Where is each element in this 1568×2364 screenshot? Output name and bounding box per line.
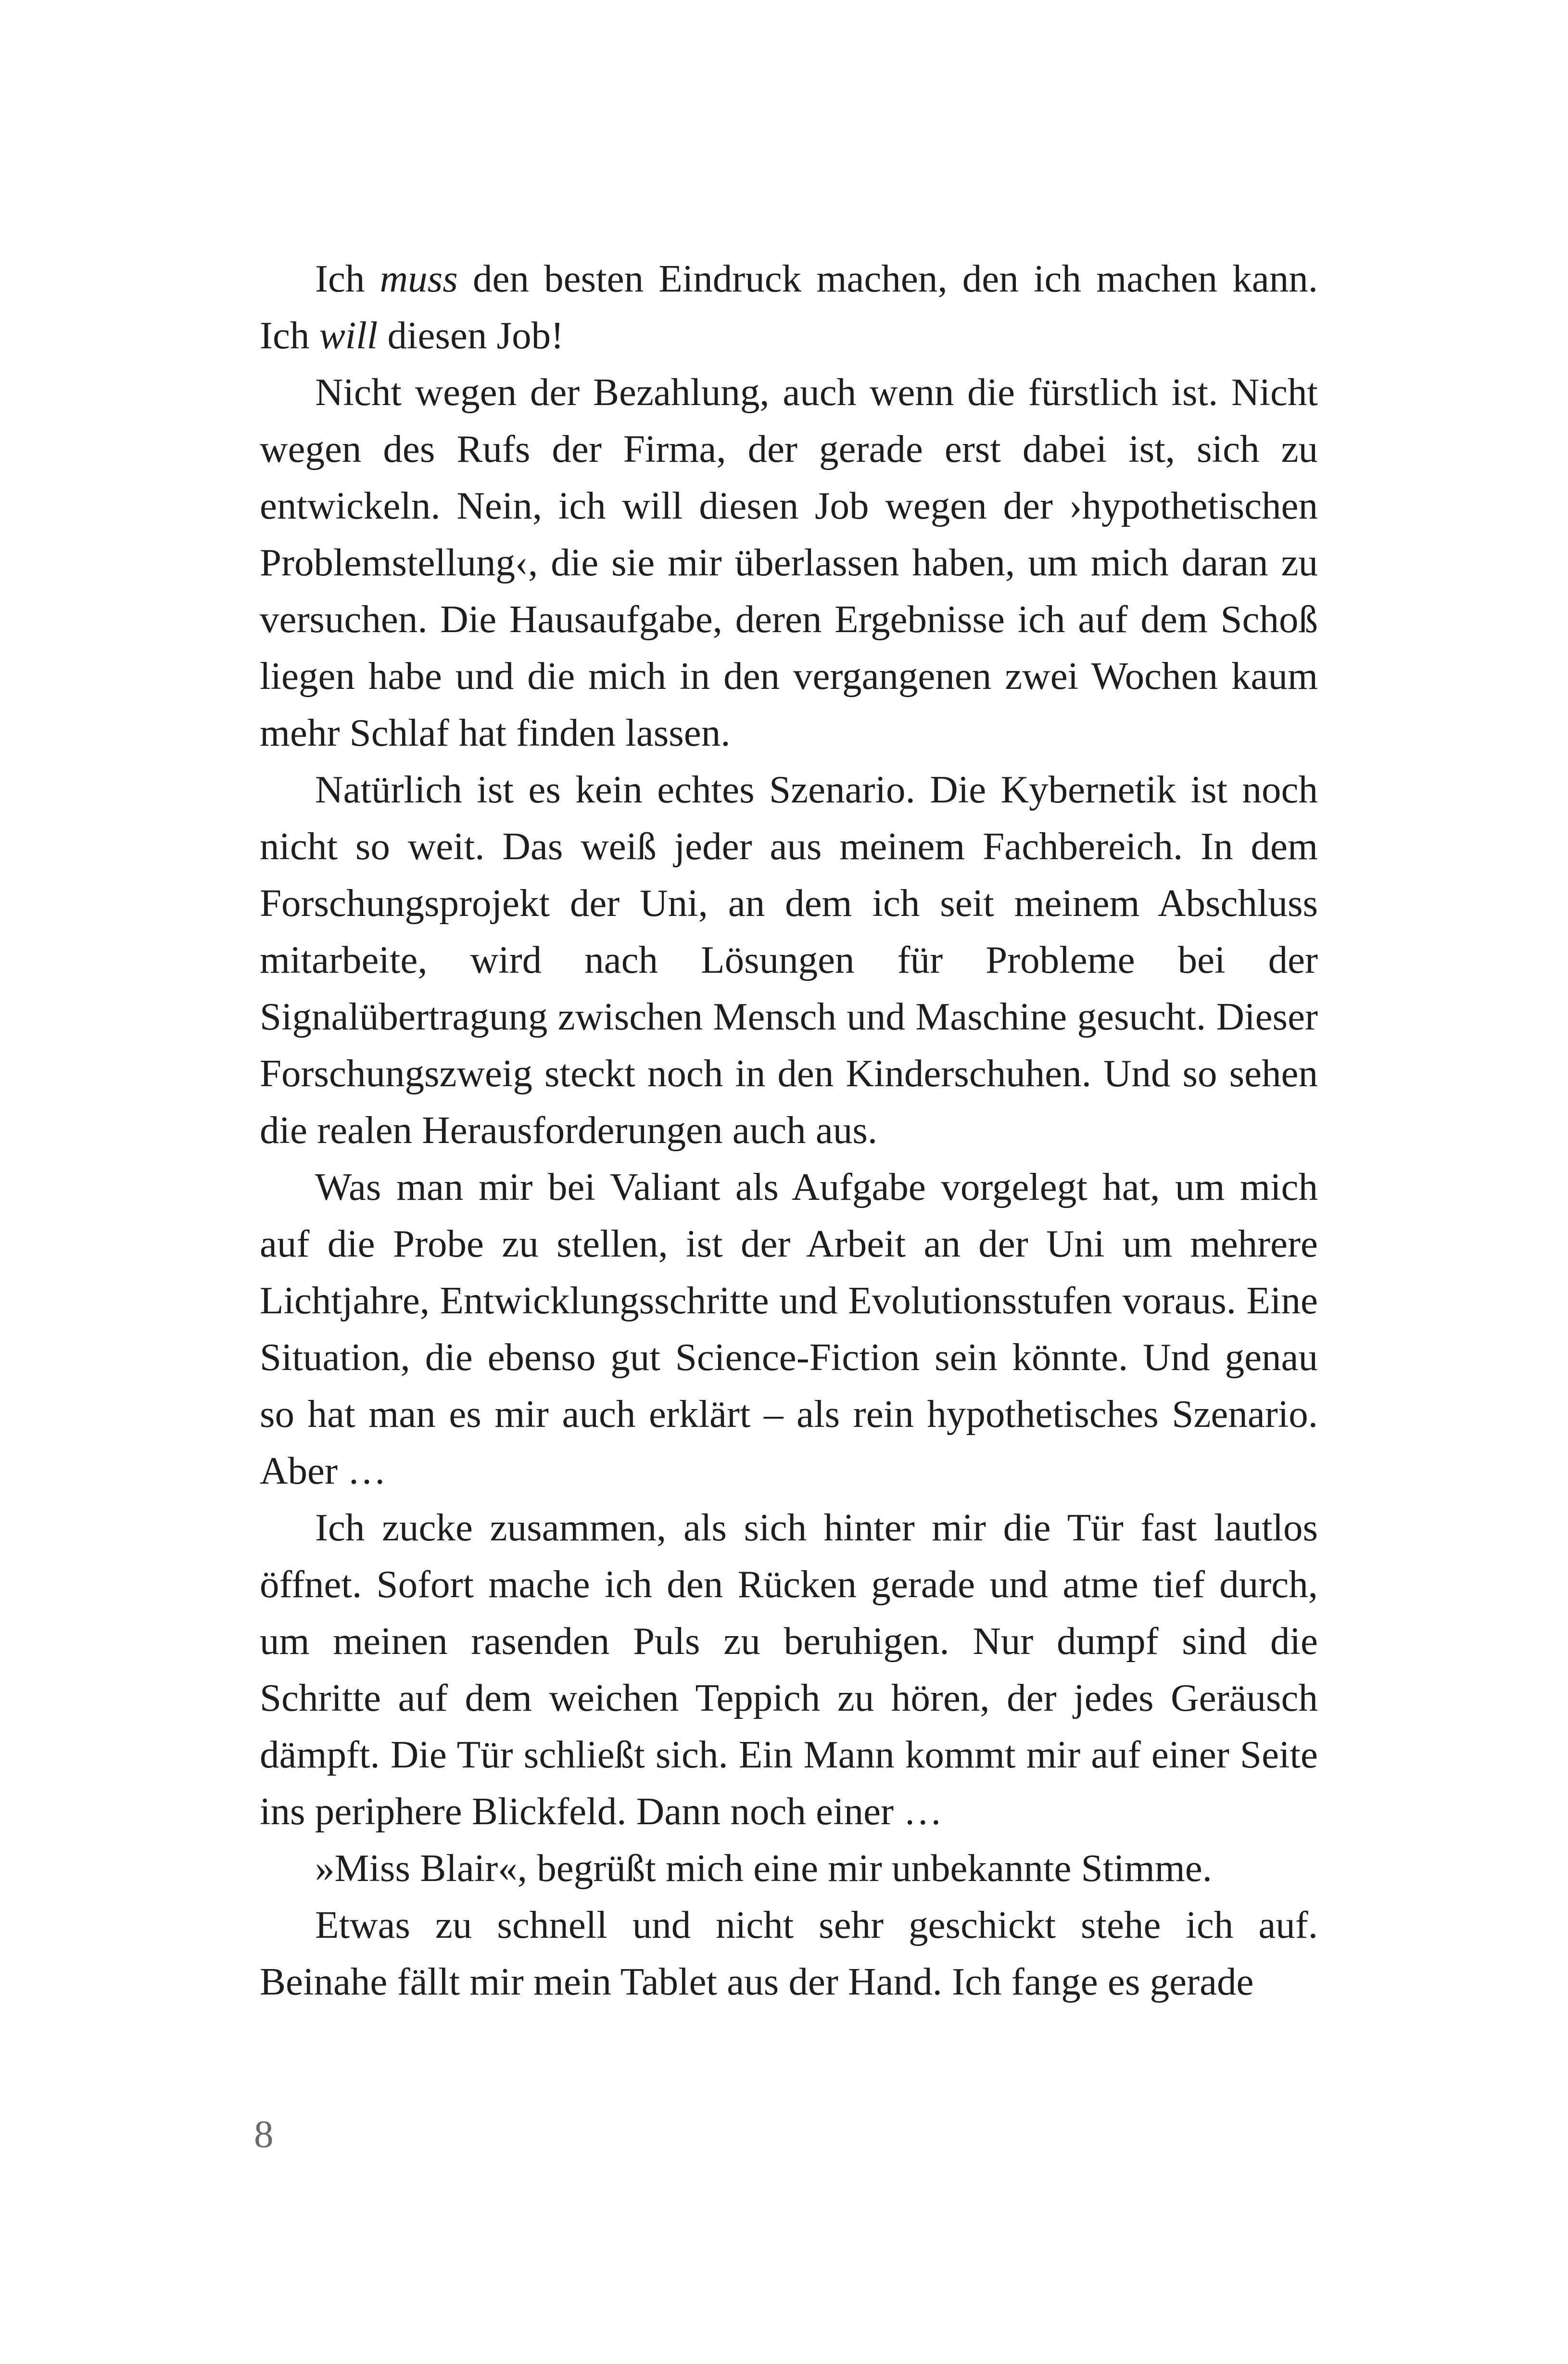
text-run: Nicht wegen der Bezahlung, auch wenn die fürstlich ist. Nicht wegen des Rufs der Firma, der gerade erst dabei ist, sich zu entwickeln. Nein, ich will diesen Job wegen der ›hypothetischen Problemstellung‹, die sie mir überlassen haben, um mich daran zu versuchen. Die Hausaufgabe, deren Ergebnisse ich auf dem Schoß liegen habe und die mich in den vergangenen zwei Wochen kaum mehr Schlaf hat finden lassen.: [260, 370, 1318, 754]
text-run: Ich: [315, 257, 380, 300]
text-run: Natürlich ist es kein echtes Szenario. Die Kybernetik ist noch nicht so weit. Das weiß jeder aus meinem Fachbereich. In dem Forschungsprojekt der Uni, an dem ich seit meinem Abschluss mitarbeite, wird nach Lösungen für Probleme bei der Signalübertragung zwischen Mensch und Maschine gesucht. Dieser Forschungszweig steckt noch in den Kinderschuhen. Und so sehen die realen Herausforderungen auch aus.: [260, 768, 1318, 1152]
paragraph: [260, 364, 1318, 761]
text-run: Etwas zu schnell und nicht sehr geschickt stehe ich auf. Beinahe fällt mir mein Tablet aus der Hand. Ich fange es gerade: [260, 1903, 1318, 2003]
body-text: [260, 250, 1318, 2010]
paragraph: [260, 1158, 1318, 1499]
text-run: Was man mir bei Valiant als Aufgabe vorgelegt hat, um mich auf die Probe zu stellen, ist der Arbeit an der Uni um mehrere Lichtjahre, Entwicklungsschritte und Evolutionsstufen voraus. Eine Situation, die ebenso gut Science-Fiction sein könnte. Und genau so hat man es mir auch erklärt – als rein hypothetisches Szenario. Aber …: [260, 1165, 1318, 1492]
page-number: 8: [254, 2112, 274, 2156]
paragraph: [260, 1896, 1318, 2010]
emphasized-text: muss: [379, 257, 458, 300]
text-run: Ich zucke zusammen, als sich hinter mir die Tür fast lautlos öffnet. Sofort mache ich den Rücken gerade und atme tief durch, um meinen rasenden Puls zu beruhigen. Nur dumpf sind die Schritte auf dem weichen Teppich zu hören, der jedes Geräusch dämpft. Die Tür schließt sich. Ein Mann kommt mir auf einer Seite ins periphere Blickfeld. Dann noch einer …: [260, 1506, 1318, 1833]
text-run: den besten Eindruck machen, den ich machen kann. Ich: [260, 257, 1318, 357]
text-run: diesen Job!: [378, 314, 564, 357]
paragraph: [260, 1840, 1318, 1896]
text-run: »Miss Blair«, begrüßt mich eine mir unbekannte Stimme.: [315, 1846, 1212, 1890]
emphasized-text: will: [319, 314, 378, 357]
paragraph: [260, 761, 1318, 1158]
paragraph: [260, 1499, 1318, 1840]
paragraph: [260, 250, 1318, 364]
